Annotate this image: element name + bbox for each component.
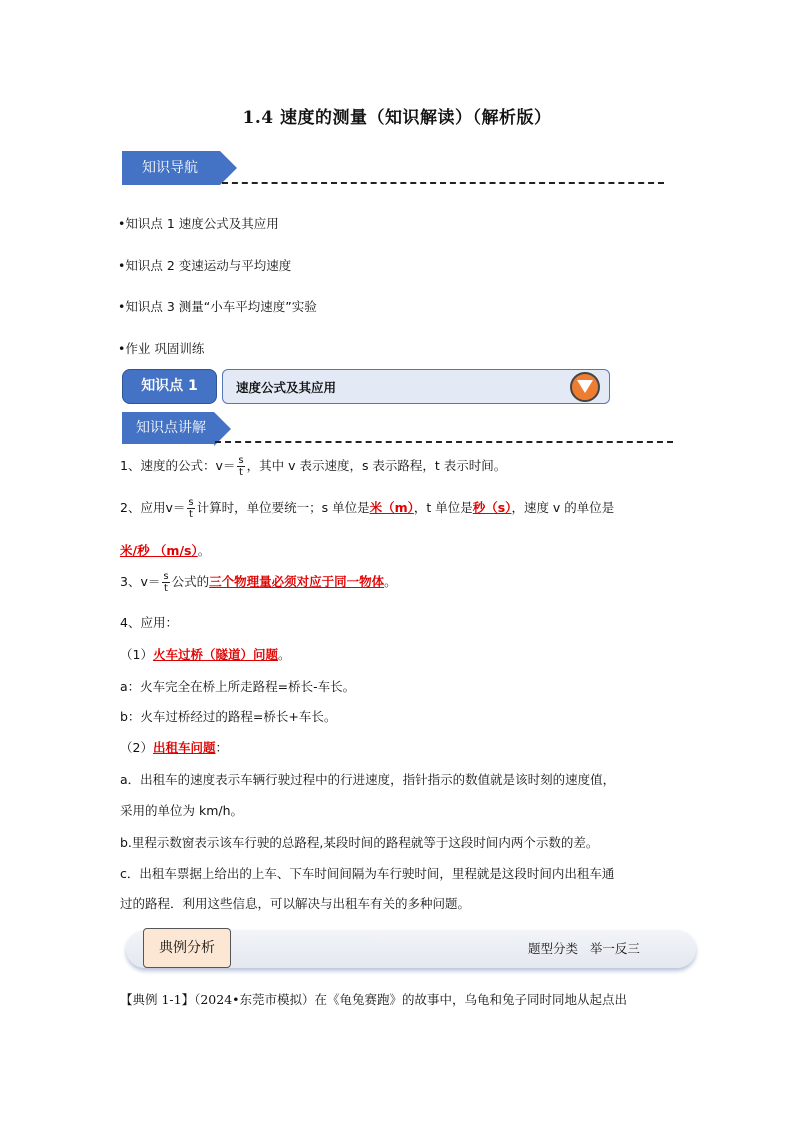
fraction-denominator: t (164, 583, 168, 594)
text-line-4: 4、应用： (120, 615, 178, 630)
text-line-6: a：火车完全在桥上所走路程=桥长-车长。 (120, 679, 356, 694)
text-line-2 (120, 497, 614, 520)
knowledge-nav-tag: 知识导航 (122, 151, 220, 185)
highlight: 秒（s） (472, 500, 512, 515)
fraction (187, 497, 194, 520)
text-line-2b (120, 541, 210, 559)
text-line-8 (120, 738, 228, 756)
fraction-denominator: t (189, 509, 193, 520)
text: 1、速度的公式： (120, 458, 216, 473)
text-line-5 (120, 645, 290, 663)
formula-v: v＝ (215, 458, 236, 473)
example-subtitle: 题型分类 举一反三 (528, 941, 640, 956)
text: 。 (384, 574, 397, 589)
nav-item-homework[interactable]: •作业 巩固训练 (118, 341, 205, 356)
text: （2） (120, 740, 153, 755)
text: 计算时，单位要统一；s 单位是 (196, 500, 370, 515)
highlight: 三个物理量必须对应于同一物体 (209, 574, 385, 589)
text: ，速度 v 的单位是 (511, 500, 615, 515)
text-line-1 (120, 455, 506, 478)
dashed-divider (222, 182, 664, 184)
example-tag: 典例分析 (143, 928, 231, 968)
nav-item-1[interactable]: •知识点 1 速度公式及其应用 (118, 216, 279, 231)
highlight: 米（m） (369, 500, 414, 515)
nav-item-2[interactable]: •知识点 2 变速运动与平均速度 (118, 258, 292, 273)
text: 。 (197, 543, 211, 558)
formula-v: v＝ (140, 574, 161, 589)
text: 。 (277, 647, 291, 662)
text-line-13: 过的路程．利用这些信息，可以解决与出租车有关的多种问题。 (120, 896, 471, 911)
fraction-numerator: s (188, 497, 194, 508)
explanation-tag: 知识点讲解 (122, 412, 214, 444)
fraction (162, 571, 169, 594)
text-line-11: b.里程示数窗表示该车行驶的总路程,某段时间的路程就等于这段时间内两个示数的差。 (120, 835, 599, 850)
highlight: 火车过桥（隧道）问题 (152, 647, 278, 662)
text: 公式的 (171, 574, 210, 589)
triangle-down-icon (577, 380, 593, 393)
text: ，t 单位是 (413, 500, 473, 515)
dashed-divider (215, 441, 673, 443)
fraction-denominator: t (239, 467, 243, 478)
text-line-9: a．出租车的速度表示车辆行驶过程中的行进速度，指针指示的数值就是该时刻的速度值， (120, 772, 616, 787)
text-line-7: b：火车过桥经过的路程=桥长+车长。 (120, 709, 337, 724)
text-line-3 (120, 571, 397, 594)
example-text: 【典例 1-1】（2024•东莞市模拟）在《龟兔赛跑》的故事中，乌龟和兔子同时同地从起点出 (120, 992, 628, 1007)
page-title: 1.4 速度的测量（知识解读）（解析版） (242, 108, 552, 128)
text-line-12: c．出租车票据上给出的上车、下车时间间隔为车行驶时间，里程就是这段时间内出租车通 (120, 866, 615, 881)
fraction (237, 455, 244, 478)
formula-v: v＝ (165, 500, 186, 515)
knowledge-point-badge: 知识点 1 (122, 369, 217, 404)
text: 2、应用 (120, 500, 166, 515)
text-line-10: 采用的单位为 km/h。 (120, 803, 244, 818)
knowledge-point-label: 速度公式及其应用 (236, 380, 337, 395)
nav-item-3[interactable]: •知识点 3 测量“小车平均速度”实验 (118, 299, 317, 314)
highlight: 出租车问题 (152, 740, 216, 755)
fraction-numerator: s (238, 455, 244, 466)
fraction-numerator: s (163, 571, 169, 582)
text: ： (215, 740, 228, 755)
text: ，其中 v 表示速度，s 表示路程，t 表示时间。 (246, 458, 507, 473)
text: （1） (120, 647, 153, 662)
highlight: 米/秒 （m/s） (120, 543, 198, 558)
text: 3、 (120, 574, 141, 589)
